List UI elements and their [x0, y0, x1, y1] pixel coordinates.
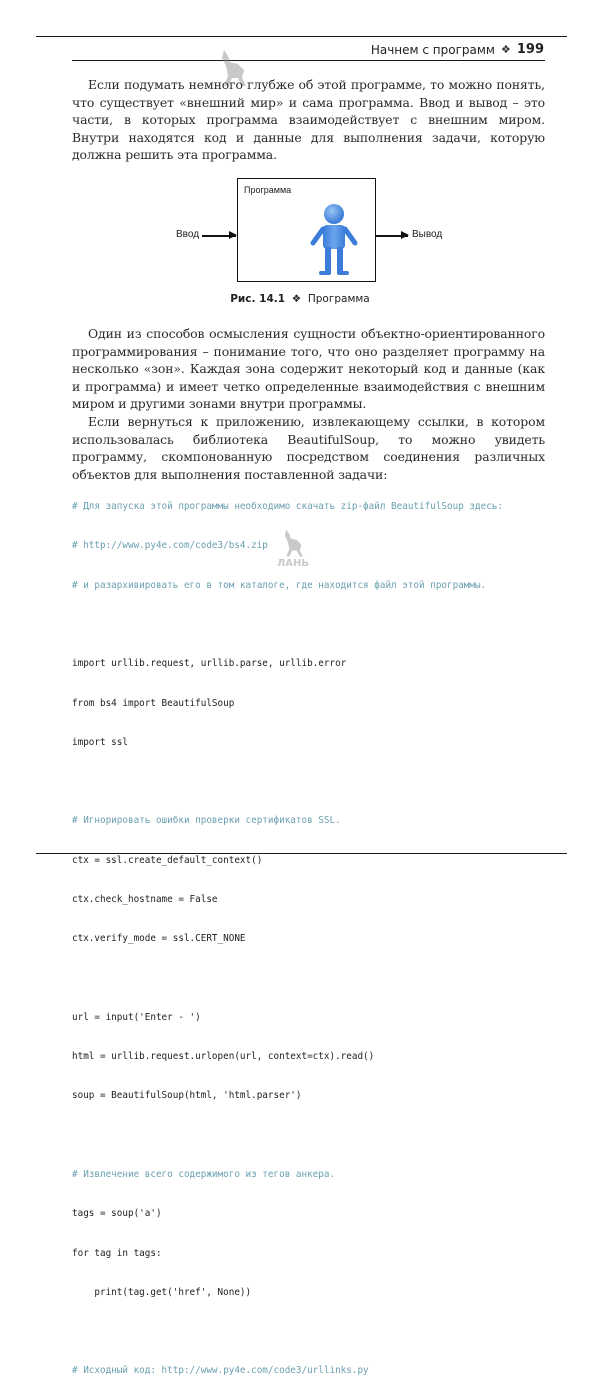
paragraph-1-text: Если подумать немного глубже об этой программе, то можно понять, что существует «внешний мир» и сама программа. Ввод и вывод – это части, в которых программа взаимодействует с внешним миром. Внутри находятся код и данные для выполнения задачи, которую должна решить эта программа.	[72, 77, 545, 163]
running-title: Начнем с программ	[370, 42, 495, 57]
code-line-blank	[72, 1129, 503, 1142]
code-line: # Для запуска этой программы необходимо скачать zip-файл BeautifulSoup здесь:	[72, 501, 503, 513]
code-line: tags = soup('a')	[72, 1208, 162, 1220]
code-line: # Исходный код: http://www.py4e.com/code3/urllinks.py	[72, 1365, 369, 1377]
header-rule	[72, 60, 545, 61]
paragraph-3-text: Если вернуться к приложению, извлекающему ссылки, в котором использовалась библиотека BeautifulSoup, то можно увидеть программу, скомпонованную посредством соединения различных объектов для выполнения поставленной задачи:	[72, 414, 545, 482]
program-box-label: Программа	[244, 185, 292, 195]
code-line-blank	[72, 775, 503, 788]
code-line: ctx.check_hostname = False	[72, 894, 218, 905]
top-rule	[36, 36, 567, 37]
watermark-text: ЛАНЬ	[276, 558, 310, 569]
code-line: html = urllib.request.urlopen(url, context=ctx).read()	[72, 1051, 375, 1063]
code-line: ctx = ssl.create_default_context()	[72, 854, 263, 866]
figure-program-diagram	[0, 175, 600, 315]
code-line: soup = BeautifulSoup(html, 'html.parser')	[72, 1090, 302, 1102]
caption-title: Программа	[307, 293, 370, 305]
code-line: # http://www.py4e.com/code3/bs4.zip	[72, 540, 268, 552]
watermark-deer-icon	[276, 528, 310, 558]
code-line: print(tag.get('href', None))	[72, 1286, 252, 1298]
paragraph-3	[72, 413, 545, 483]
program-box	[237, 178, 376, 282]
person-icon	[308, 203, 360, 277]
paragraph-2-text: Один из способов осмысления сущности объектно-ориентированного программирования – понимание того, что оно разделяет программу на несколько «зон». Каждая зона содержит некоторый код и данные (как и программа) и имеет четко определенные взаимодействия с внешним миром и другими зонами внутри программы.	[72, 326, 545, 412]
code-line: url = input('Enter - ')	[72, 1011, 201, 1023]
caption-separator-icon: ❖	[291, 293, 302, 305]
caption-number: Рис. 14.1	[230, 293, 286, 305]
code-line: # Извлечение всего содержимого из тегов анкера.	[72, 1168, 336, 1180]
input-label: Ввод	[176, 229, 200, 240]
code-line: import ssl	[72, 736, 128, 748]
running-head	[371, 42, 544, 57]
code-line: # Игнорировать ошибки проверки сертификатов SSL.	[72, 815, 341, 827]
watermark-logo	[276, 528, 310, 569]
code-line: ctx.verify_mode = ssl.CERT_NONE	[72, 933, 246, 945]
paragraph-2	[72, 325, 545, 413]
code-line-blank	[72, 1325, 503, 1338]
figure-caption	[0, 293, 600, 305]
paragraph-1	[72, 76, 545, 164]
output-arrow-icon	[376, 235, 408, 237]
code-line-blank	[72, 972, 503, 985]
code-line: # и разархивировать его в том каталоге, где находится файл этой программы.	[72, 579, 487, 591]
output-label: Вывод	[412, 229, 443, 240]
code-listing	[72, 474, 503, 1391]
input-arrow-icon	[202, 235, 236, 237]
code-line-blank	[72, 618, 503, 631]
separator-icon: ❖	[500, 43, 511, 56]
page-number: 199	[516, 42, 544, 57]
code-line: from bs4 import BeautifulSoup	[72, 697, 235, 709]
bottom-rule	[36, 853, 567, 854]
code-line: for tag in tags:	[72, 1247, 162, 1259]
code-line: import urllib.request, urllib.parse, urllib.error	[72, 658, 347, 670]
